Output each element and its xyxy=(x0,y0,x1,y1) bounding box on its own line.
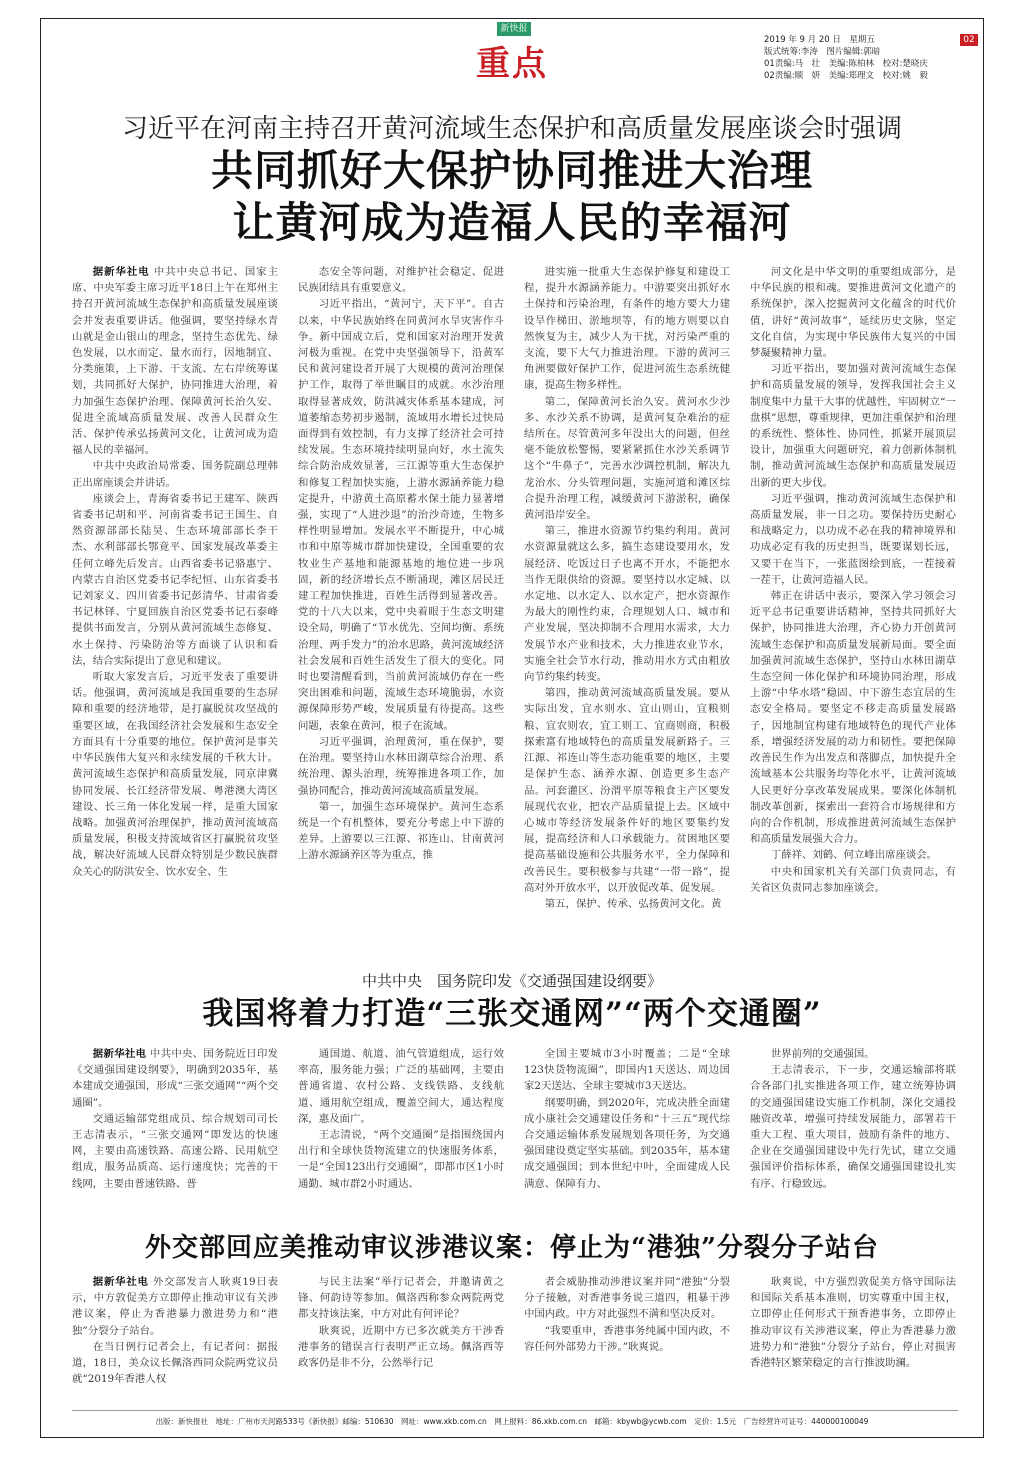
paragraph-text: 中共中央、国务院近日印发《交通强国建设纲要》，明确到2035年，基本建成交通强国，形成“三张交通网”“两个交通圈”。 xyxy=(72,1048,278,1109)
article1-headline-line1: 共同抓好大保护协同推进大治理 xyxy=(210,146,813,195)
paragraph xyxy=(298,1274,504,1323)
paragraph-text: 韩正在讲话中表示，要深入学习领会习近平总书记重要讲话精神，坚持共同抓好大保护，协同推进大治理，齐心协力开创黄河流域生态保护和高质量发展新局面。要全面加强黄河流域生态保护，坚持山水林田湖草生态空间一体化保护和环境协同治理，形成上游“中华水塔”稳固、中下游生态宜居的生态安全格局。要坚定不移走高质量发展路子，因地制宜构建有地域特色的现代产业体系，增强经济发展的动力和韧性。要把保障改善民生作为出发点和落脚点，加快提升全流域基本公共服务均等化水平，让黄河流域人民更好分享改革发展成果。要深化体制机制改革创新，探索出一套符合市场规律和方向的合作机制，形成推进黄河流域生态保护和高质量发展强大合力。 xyxy=(750,590,956,846)
paragraph-text: 第四，推动黄河流域高质量发展。要从实际出发，宜水则水、宜山则山，宜粮则粮、宜农则农，宜工则工、宜商则商，积极探索富有地域特色的高质量发展新路子。三江源、祁连山等生态功能重要的地区，主要是保护生态、涵养水源、创造更多生态产品。河套灌区、汾渭平原等粮食主产区要发展现代农业，把农产品质量提上去。区域中心城市等经济发展条件好的地区要集约发展，提高经济和人口承载能力。贫困地区要提高基础设施和公共服务水平，全力保障和改善民生。要积极参与共建“一带一路”，提高对外开放水平，以开放促改革、促发展。 xyxy=(524,687,730,894)
article1-headline-line2: 让黄河成为造福人民的幸福河 xyxy=(232,198,792,247)
paragraph-text: 外交部发言人耿爽19日表示，中方敦促美方立即停止推动审议有关涉港议案，停止为香港暴力激进势力和“港独”分裂分子站台。 xyxy=(72,1276,278,1337)
paragraph xyxy=(298,799,504,864)
paragraph xyxy=(524,685,730,896)
article2-column xyxy=(72,1046,278,1196)
paragraph xyxy=(298,1127,504,1192)
article3-body xyxy=(72,1274,958,1394)
paragraph xyxy=(72,1046,278,1111)
paragraph xyxy=(524,896,730,912)
paragraph-text: 习近平指出，“黄河宁，天下平”。自古以来，中华民族始终在同黄河水旱灾害作斗争。新中国成立后，党和国家对治理开发黄河极为重视。在党中央坚强领导下，沿黄军民和黄河建设者开展了大规模的黄河治理保护工作，取得了举世瞩目的成就。水沙治理取得显著成效，防洪减灾体系基本建成，河道萎缩态势初步遏制，流域用水增长过快局面得到有效控制，有力支撑了经济社会可持续发展。生态环境持续明显向好，水土流失综合防治成效显著，三江源等重大生态保护和修复工程加快实施，上游水源涵养能力稳定提升，中游黄土高原蓄水保土能力显著增强，实现了“人进沙退”的治沙奇迹，生物多样性明显增加。发展水平不断提升，中心城市和中原等城市群加快建设，全国重要的农牧业生产基地和能源基地的地位进一步巩固，新的经济增长点不断涌现，滩区居民迁建工程加快推进，百姓生活得到显著改善。党的十八大以来，党中央着眼于生态文明建设全局，明确了“节水优先、空间均衡、系统治理、两手发力”的治水思路，黄河流域经济社会发展和百姓生活发生了很大的变化。同时也要清醒看到，当前黄河流域仍存在一些突出困难和问题，流域生态环境脆弱，水资源保障形势严峻，发展质量有待提高。这些问题，表象在黄河，根子在流域。 xyxy=(298,298,504,732)
paragraph xyxy=(524,1274,730,1323)
paragraph xyxy=(298,734,504,799)
article2-body xyxy=(72,1046,958,1196)
paragraph xyxy=(750,491,956,588)
article1-kicker: 习近平在河南主持召开黄河流域生态保护和高质量发展座谈会时强调 xyxy=(121,114,902,144)
section-title: 重点 xyxy=(476,44,548,84)
footer-imprint: 出版：新快报社 地址：广州市天河路533号《新快报》邮编：510630 网址：www.xkb.com.cn 网上报料：86.xkb.com.cn 邮箱：kbywb@ycwb.com 定价：1.5元 广告经营许可证号：440000100049 xyxy=(155,1417,869,1426)
paragraph-text: 第二，保障黄河长治久安。黄河水少沙多、水沙关系不协调，是黄河复杂难治的症结所在。尽管黄河多年没出大的问题，但丝毫不能放松警惕，要紧紧抓住水沙关系调节这个“牛鼻子”，完善水沙调控机制，解决九龙治水、分头管理问题，实施河道和滩区综合提升治理工程，减缓黄河下游淤积，确保黄河沿岸安全。 xyxy=(524,395,730,522)
article1-column xyxy=(72,264,278,944)
paragraph-text: 者会威胁推动涉港议案并同“港独”分裂分子接触，对香港事务说三道四，粗暴干涉中国内政。中方对此强烈不满和坚决反对。 xyxy=(524,1276,730,1321)
byline: 据新华社电 xyxy=(92,1276,149,1288)
page-number-badge: 02 xyxy=(960,34,978,46)
paragraph-text: 河文化是中华文明的重要组成部分，是中华民族的根和魂。要推进黄河文化遗产的系统保护，深入挖掘黄河文化蕴含的时代价值，讲好“黄河故事”，延续历史文脉，坚定文化自信，为实现中华民族伟大复兴的中国梦凝聚精神力量。 xyxy=(750,266,956,360)
paragraph-text: 通国道、航道、油气管道组成，运行效率高，服务能力强；广泛的基础网，主要由普通省道、农村公路、支线铁路、支线航道、通用航空组成，覆盖空间大，通达程度深，惠及面广。 xyxy=(298,1048,504,1125)
paragraph xyxy=(524,394,730,524)
paragraph-text: 在当日例行记者会上，有记者问：据报道，18日，美众议长佩洛西同众院两党议员就“2019年香港人权 xyxy=(72,1340,278,1386)
article2-column xyxy=(524,1046,730,1196)
article1-column xyxy=(298,264,504,944)
paragraph-text: 中共中央政治局常委、国务院副总理韩正出席座谈会并讲话。 xyxy=(72,460,278,489)
paragraph-text: 丁薛祥、刘鹤、何立峰出席座谈会。 xyxy=(770,849,938,862)
byline: 据新华社电 xyxy=(92,266,150,278)
article2-headline: 我国将着力打造“三张交通网”“两个交通圈” xyxy=(202,996,822,1032)
article3-column xyxy=(72,1274,278,1394)
paragraph xyxy=(524,1046,730,1095)
paragraph-text: 听取大家发言后，习近平发表了重要讲话。他强调，黄河流域是我国重要的生态屏障和重要的经济地带，是打赢脱贫攻坚战的重要区域，在我国经济社会发展和生态安全方面具有十分重要的地位。保护黄河是事关中华民族伟大复兴和永续发展的千秋大计。黄河流域生态保护和高质量发展，同京津冀协同发展、长江经济带发展、粤港澳大湾区建设、长三角一体化发展一样，是重大国家战略。加强黄河治理保护，推动黄河流域高质量发展，积极支持流域省区打赢脱贫攻坚战，解决好流域人民群众特别是少数民族群众关心的防洪安全、饮水安全、生 xyxy=(72,671,278,878)
paragraph xyxy=(72,669,278,880)
meta-line: 01责编:马 壮 美编:陈柏林 校对:楚晓庆 xyxy=(764,59,928,69)
paragraph xyxy=(750,1062,956,1192)
paragraph-text: 全国主要城市3小时覆盖；二是“全球123快货物流圈”，即国内1天送达、周边国家2天送达、全球主要城市3天送达。 xyxy=(524,1048,730,1093)
masthead-meta xyxy=(764,34,928,82)
paragraph xyxy=(72,1111,278,1192)
paragraph xyxy=(750,864,956,896)
issue-date: 2019 年 9 月 20 日 星期五 xyxy=(764,35,875,45)
paragraph xyxy=(524,1323,730,1355)
paragraph-text: 第三，推进水资源节约集约利用。黄河水资源量就这么多，搞生态建设要用水，发展经济、吃饭过日子也离不开水，不能把水当作无限供给的资源。要坚持以水定城、以水定地、以水定人、以水定产，把水资源作为最大的刚性约束，合理规划人口、城市和产业发展，坚决抑制不合理用水需求，大力发展节水产业和技术，大力推进农业节水，实施全社会节水行动，推动用水方式由粗放向节约集约转变。 xyxy=(524,525,730,684)
paragraph xyxy=(750,588,956,847)
paragraph-text: 习近平指出，要加强对黄河流域生态保护和高质量发展的领导，发挥我国社会主义制度集中力量干大事的优越性，牢固树立“一盘棋”思想，尊重规律，更加注重保护和治理的系统性、整体性、协同性，抓紧开展顶层设计，加强重大问题研究，着力创新体制机制，推动黄河流域生态保护和高质量发展迈出新的更大步伐。 xyxy=(750,363,956,489)
paragraph xyxy=(750,847,956,863)
paragraph xyxy=(524,523,730,685)
paragraph xyxy=(72,491,278,669)
paragraph xyxy=(298,1046,504,1127)
paragraph-text: 耿爽说，中方强烈敦促美方恪守国际法和国际关系基本准则，切实尊重中国主权，立即停止任何形式干预香港事务，立即停止推动审议有关涉港议案，停止为香港暴力激进势力和“港独”分裂分子站台，停止对损害香港特区繁荣稳定的言行推波助澜。 xyxy=(750,1276,956,1370)
paragraph-text: 世界前列的交通强国。 xyxy=(770,1048,875,1060)
paragraph xyxy=(298,296,504,733)
paragraph xyxy=(298,1323,504,1372)
paragraph-text: 纲要明确，到2020年，完成决胜全面建成小康社会交通建设任务和“十三五”现代综合交通运输体系发展规划各项任务，为交通强国建设奠定坚实基础。到2035年，基本建成交通强国；到本世纪中叶，全面建成人民满意、保障有力、 xyxy=(524,1096,730,1190)
article3-column xyxy=(524,1274,730,1394)
paragraph-text: 习近平强调，治理黄河，重在保护，要在治理。要坚持山水林田湖草综合治理、系统治理、源头治理，统筹推进各项工作，加强协同配合，推动黄河流域高质量发展。 xyxy=(298,735,504,797)
paragraph xyxy=(750,1274,956,1371)
paragraph-text: 王志清说，“两个交通圈”是指围绕国内出行和全球快货物流建立的快速服务体系，一是“全国123出行交通圈”，即都市区1小时通勤、城市群2小时通达、 xyxy=(298,1129,504,1190)
paragraph xyxy=(750,1046,956,1062)
paragraph-text: 进实施一批重大生态保护修复和建设工程，提升水源涵养能力。中游要突出抓好水土保持和污染治理，有条件的地方要大力建设旱作梯田、淤地坝等，有的地方则要以自然恢复为主，减少人为干扰，对污染严重的支流，要下大气力推进治理。下游的黄河三角洲要做好保护工作，促进河流生态系统健康，提高生物多样性。 xyxy=(524,266,730,392)
byline: 据新华社电 xyxy=(92,1048,147,1060)
footer-divider xyxy=(72,1410,958,1411)
paragraph xyxy=(72,458,278,490)
article2-column xyxy=(750,1046,956,1196)
paragraph-text: 中共中央总书记、国家主席、中央军委主席习近平18日上午在郑州主持召开黄河流域生态保护和高质量发展座谈会并发表重要讲话。他强调，要坚持绿水青山就是金山银山的理念，坚持生态优先、绿色发展，以水而定、量水而行，因地制宜、分类施策，上下游、干支流、左右岸统筹谋划，共同抓好大保护，协同推进大治理，着力加强生态保护治理、保障黄河长治久安、促进全流域高质量发展、改善人民群众生活、保护传承弘扬黄河文化，让黄河成为造福人民的幸福河。 xyxy=(72,266,278,457)
meta-line: 02责编:顺 妍 美编:郑理文 校对:姚 毅 xyxy=(764,71,928,81)
paragraph xyxy=(72,264,278,458)
paragraph-text: 态安全等问题，对维护社会稳定、促进民族团结具有重要意义。 xyxy=(298,266,504,295)
paragraph-text: 第五，保护、传承、弘扬黄河文化。黄 xyxy=(544,897,722,910)
paragraph xyxy=(750,361,956,491)
paragraph-text: 习近平强调，推动黄河流域生态保护和高质量发展，非一日之功。要保持历史耐心和战略定力，以功成不必在我的精神境界和功成必定有我的历史担当，既要谋划长远，又要干在当下，一张蓝图绘到底，一茬接着一茬干，让黄河造福人民。 xyxy=(750,492,956,586)
paragraph-text: 交通运输部党组成员、综合规划司司长王志清表示，“三张交通网”即发达的快速网，主要由高速铁路、高速公路、民用航空组成，服务品质高、运行速度快；完善的干线网，主要由普速铁路、普 xyxy=(72,1112,278,1190)
paragraph-text: 座谈会上，青海省委书记王建军、陕西省委书记胡和平、河南省委书记王国生、自然资源部部长陆昊、生态环境部部长李干杰、水利部部长鄂竟平、国家发展改革委主任何立峰先后发言。山西省委书记骆惠宁、内蒙古自治区党委书记李纪恒、山东省委书记刘家义、四川省委书记彭清华、甘肃省委书记林铎、宁夏回族自治区党委书记石泰峰提供书面发言，分别从黄河流域生态修复、水土保持、污染防治等方面谈了认识和看法，结合实际提出了意见和建议。 xyxy=(72,492,278,667)
paragraph xyxy=(298,264,504,296)
article3-headline: 外交部回应美推动审议涉港议案：停止为“港独”分裂分子站台 xyxy=(145,1233,879,1263)
article1-column xyxy=(524,264,730,944)
paragraph-text: 中央和国家机关有关部门负责同志，有关省区负责同志参加座谈会。 xyxy=(750,865,956,894)
paragraph-text: 耿爽说，近期中方已多次就美方干涉香港事务的错误言行表明严正立场。佩洛西等政客仍是非不分，公然举行记 xyxy=(298,1324,504,1370)
article2-kicker: 中共中央 国务院印发《交通强国建设纲要》 xyxy=(361,972,662,990)
paragraph xyxy=(524,264,730,394)
paragraph xyxy=(524,1095,730,1192)
article2-column xyxy=(298,1046,504,1196)
article1-column xyxy=(750,264,956,944)
paragraph xyxy=(72,1274,278,1339)
paragraph-text: 王志清表示，下一步，交通运输部将联合各部门扎实推进各项工作，建立统筹协调的交通强国建设实施工作机制，深化交通投融资改革，增强可持续发展能力，部署若干重大工程、重大项目，鼓励有条件的地方、企业在交通强国建设中先行先试，建立交通强国评价指标体系，确保交通强国建设扎实有序、行稳致远。 xyxy=(750,1064,956,1190)
paragraph xyxy=(750,264,956,361)
paragraph xyxy=(72,1339,278,1388)
paragraph-text: “我要重申，香港事务纯属中国内政，不容任何外部势力干涉。”耿爽说。 xyxy=(524,1324,730,1353)
paragraph-text: 第一，加强生态环境保护。黄河生态系统是一个有机整体，要充分考虑上中下游的差异。上游要以三江源、祁连山、甘南黄河上游水源涵养区等为重点，推 xyxy=(298,800,504,862)
article3-column xyxy=(750,1274,956,1394)
meta-line: 版式统筹:李涛 图片编辑:郭暗 xyxy=(764,47,881,57)
newspaper-logo: 新快报 xyxy=(497,22,531,36)
article3-column xyxy=(298,1274,504,1394)
paragraph-text: 与民主法案”举行记者会，并邀请黄之锋、何韵诗等参加。佩洛西称参众两院两党都支持该法案，中方对此有何评论？ xyxy=(298,1276,504,1321)
article1-body xyxy=(72,264,958,944)
